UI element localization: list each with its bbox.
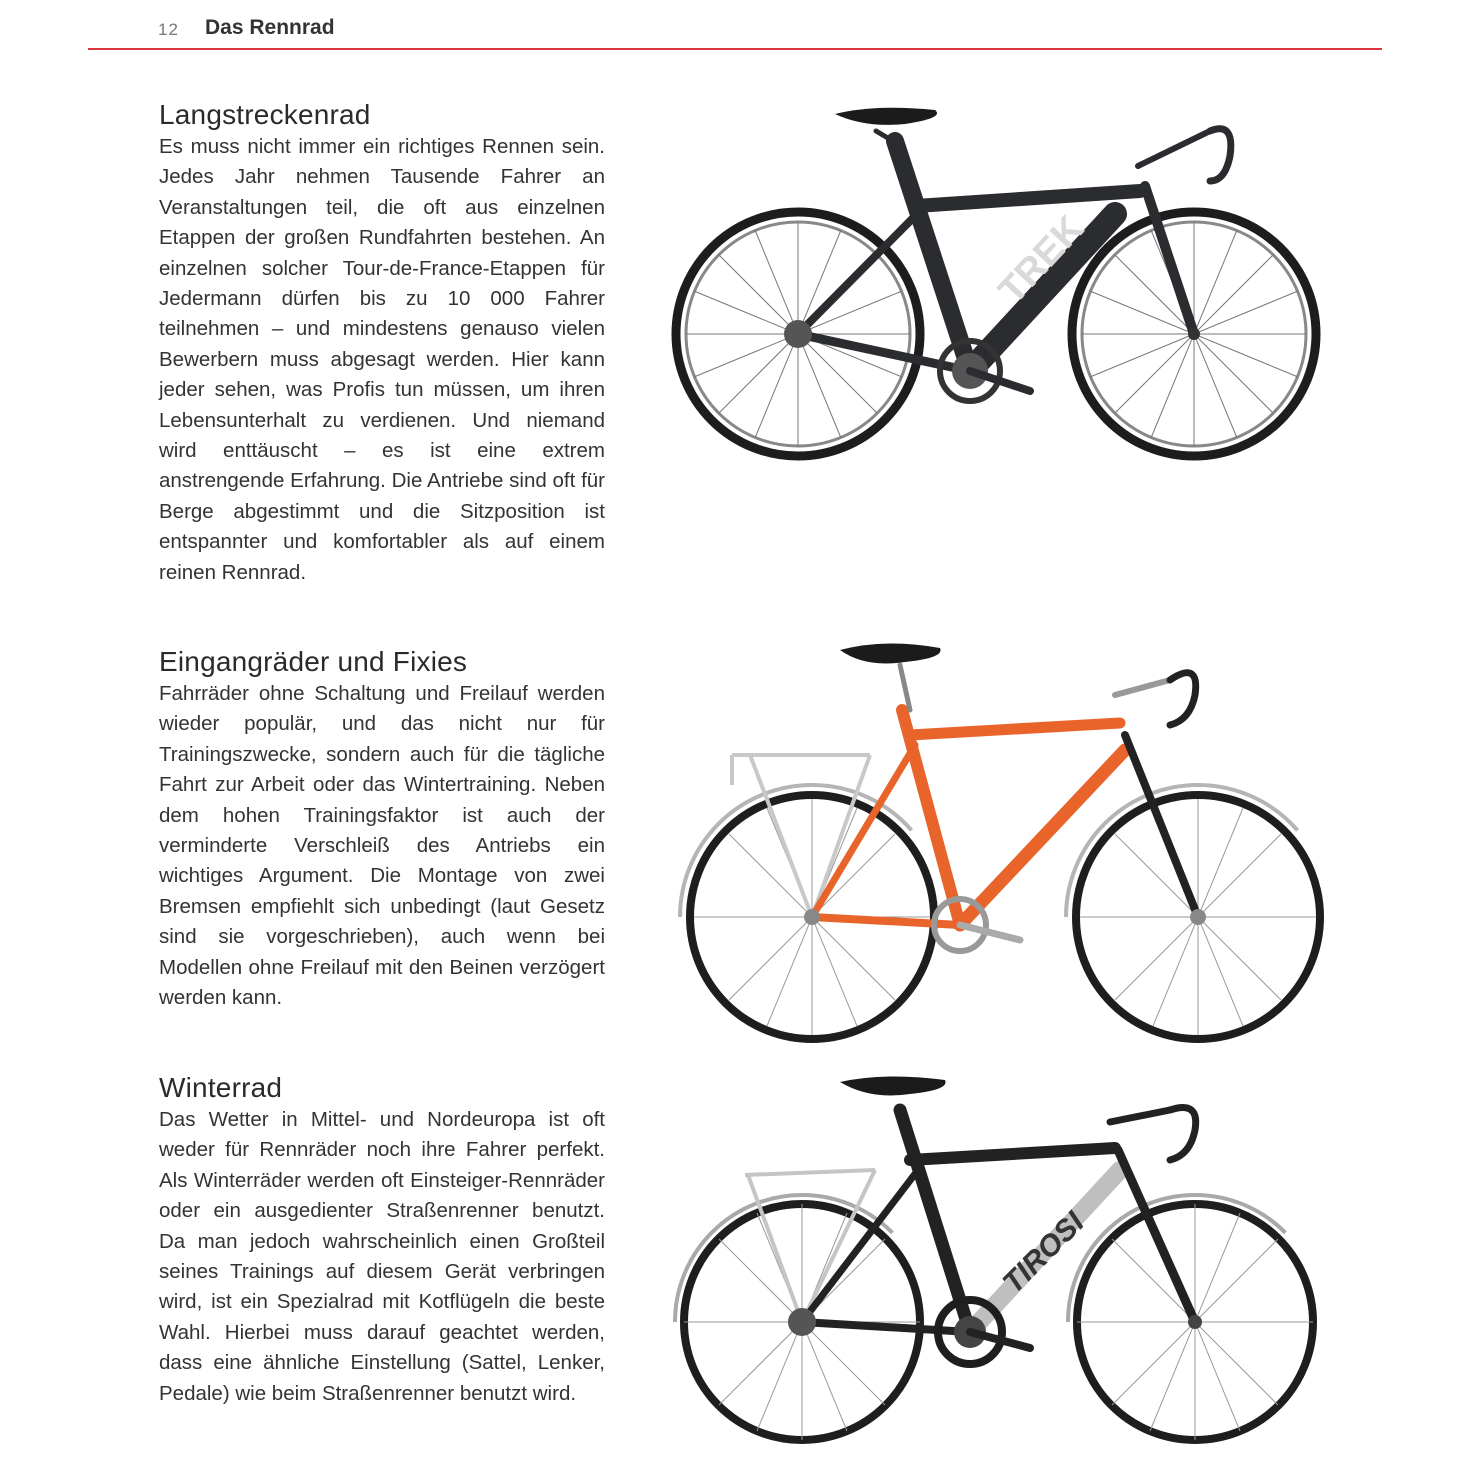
road-bike-illustration [670,96,1340,496]
page-header [88,14,1382,50]
header-divider [88,48,1382,50]
page-number: 12 [158,20,179,39]
fixie-bike-illustration [670,635,1340,1055]
section-heading: Langstreckenrad [159,99,371,130]
section-body: Fahrräder ohne Schaltung und Freilauf werden wieder populär, und das nicht nur für Trainingszwecke, sondern auch für die tägliche Fahrt zur Arbeit oder das Wintertraining. Neben dem hohen Trainingsfaktor ist auch der verminderte Verschleiß des Antriebs ein wichtiges Argument. Die Montage von zwei Bremsen empfiehlt sich unbedingt (laut Gesetz sind sie vorgeschrieben), auch wenn bei Modellen ohne Freilauf mit den Beinen verzögert werden kann. [159,682,605,1010]
winter-bike-brand-text: TIROSI [996,1205,1091,1300]
section-eingangraeder [159,645,605,1013]
section-heading: Eingangräder und Fixies [159,646,468,677]
section-body: Es muss nicht immer ein richtiges Rennen sein. Jedes Jahr nehmen Tausende Fahrer an Veranstaltungen teil, die oft aus einzelnen Etappen der großen Rundfahrten bestehen. An einzelnen solcher Tour-de-France-Etappen für Jedermann dürfen bis zu 10 000 Fahrer teilnehmen – und mindestens genauso vielen Bewerbern muss abgesagt werden. Hier kann jeder sehen, was Profis tun müssen, um ihren Lebensunterhalt zu verdienen. Und niemand wird enttäuscht – es ist eine extrem anstrengende Erfahrung. Die Antriebe sind oft für Berge abgestimmt und die Sitzposition ist entspannter und komfortabler als auf einem reinen Rennrad. [159,135,605,584]
section-langstreckenrad [159,98,605,588]
section-winterrad [159,1071,605,1409]
fixie-bike-photo [670,635,1340,1055]
winter-bike-photo [670,1070,1340,1450]
winter-bike-illustration [670,1070,1340,1450]
road-bike-brand-text: TREK [990,207,1093,313]
section-body: Das Wetter in Mittel- und Nordeuropa ist oft weder für Rennräder noch ihre Fahrer perfekt. Als Winterräder werden oft Einsteiger-Rennräder oder ein ausgedienter Straßenrenner benutzt. Da man jedoch wahrscheinlich einen Großteil seines Trainings auf diesem Gerät verbringen wird, ist ein Spezialrad mit Kotflügeln die beste Wahl. Hierbei muss darauf geachtet werden, dass eine ähnliche Einstellung (Sattel, Lenker, Pedale) wie beim Straßenrenner benutzt wird. [159,1108,605,1405]
running-title: Das Rennrad [205,16,335,39]
section-heading: Winterrad [159,1072,283,1103]
road-bike-photo [670,96,1340,496]
